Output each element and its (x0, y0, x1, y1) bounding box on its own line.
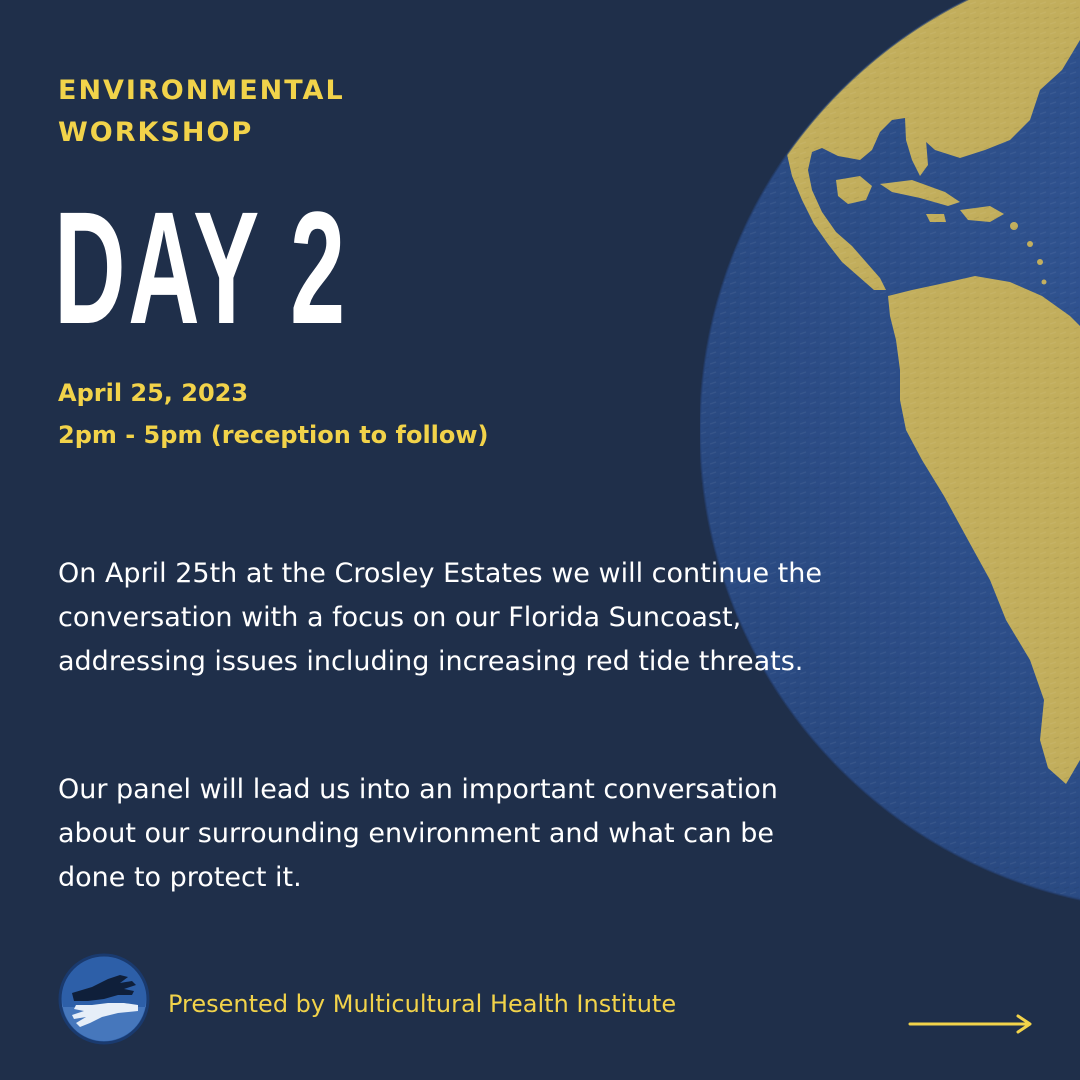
globe-land (700, 0, 1080, 1080)
page-title: DAY 2 (54, 178, 348, 357)
presenter-credit: Presented by Multicultural Health Institute (168, 990, 677, 1018)
arrow-right-icon[interactable] (906, 1010, 1038, 1038)
description-paragraph-1: On April 25th at the Crosley Estates we will continue the conversation with a focus on our Florida Suncoast, addressing issues including increasing red tide threats. (58, 558, 822, 677)
event-time: 2pm - 5pm (reception to follow) (58, 421, 489, 449)
event-category-line1: ENVIRONMENTAL (58, 75, 345, 106)
event-category-line2: WORKSHOP (58, 117, 254, 148)
description-paragraph-2: Our panel will lead us into an important conversation about our surrounding environment and what can be done to protect it. (58, 774, 778, 893)
helping-hands-icon (58, 953, 150, 1045)
event-date: April 25, 2023 (58, 379, 249, 407)
globe-illustration (700, 0, 1080, 1080)
event-category (58, 70, 578, 154)
